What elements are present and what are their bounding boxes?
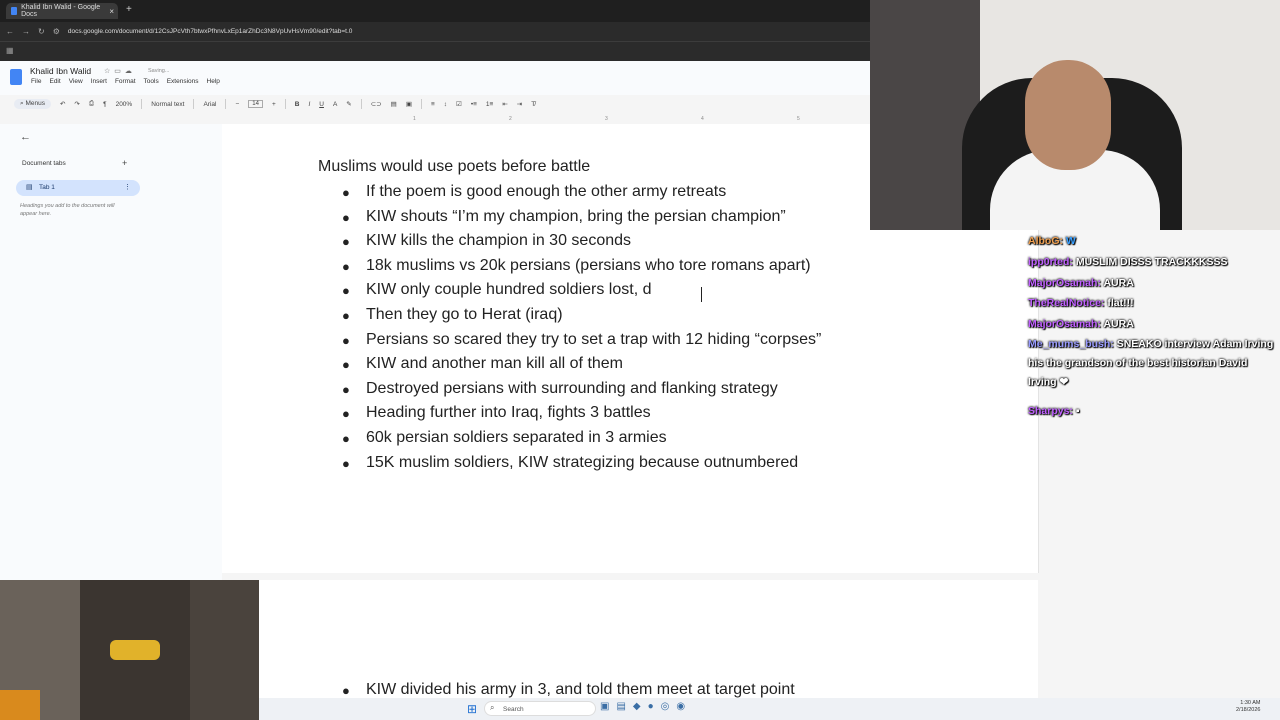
- divider: [141, 99, 142, 109]
- link-icon[interactable]: ⊂⊃: [370, 101, 382, 108]
- italic-icon[interactable]: I: [308, 100, 311, 108]
- align-icon[interactable]: ≡: [430, 100, 435, 108]
- chat-message: [1028, 315, 1278, 334]
- list-item[interactable]: [342, 208, 786, 227]
- checklist-icon[interactable]: ☑: [456, 101, 462, 108]
- chrome-icon: ●: [647, 701, 661, 712]
- add-tab-button[interactable]: +: [122, 158, 128, 168]
- webcam-person-head: [1025, 60, 1111, 170]
- search-icon: ⌕: [490, 703, 495, 712]
- text-cursor: [701, 287, 702, 302]
- bullet-icon: ●: [342, 406, 350, 421]
- taskbar-search[interactable]: Search: [484, 701, 596, 716]
- list-item[interactable]: [342, 454, 798, 473]
- numbered-list-icon[interactable]: 1≡: [485, 100, 494, 108]
- list-item[interactable]: [342, 306, 563, 325]
- clock-time: 1:30 AM: [1240, 700, 1261, 706]
- steam-icon: ◎: [660, 701, 677, 712]
- chat-message: [1028, 232, 1278, 251]
- list-item[interactable]: [342, 380, 778, 399]
- tab-icon: ▤: [26, 184, 33, 191]
- decrease-indent-icon[interactable]: ⇤: [502, 101, 508, 108]
- image-icon[interactable]: ▣: [405, 101, 412, 108]
- browser-tab[interactable]: [6, 3, 118, 19]
- list-item[interactable]: [342, 257, 811, 276]
- menu-view[interactable]: View: [68, 78, 83, 85]
- reload-icon[interactable]: ↻: [38, 27, 45, 36]
- game-lava: [0, 690, 40, 720]
- chat-username: Sharpys:: [1028, 405, 1073, 417]
- docs-favicon-icon: [11, 7, 17, 15]
- list-item-text: 18k muslims vs 20k persians (persians who tore romans apart): [366, 257, 811, 274]
- divider: [285, 99, 286, 109]
- address-bar[interactable]: [0, 22, 870, 41]
- increase-font-icon[interactable]: +: [271, 100, 276, 108]
- more-options-icon[interactable]: ⋮: [124, 184, 131, 191]
- new-tab-button[interactable]: +: [126, 4, 132, 15]
- chat-text: MUSLIM DISSS TRACKKKSSS: [1075, 256, 1228, 268]
- bullet-icon: ●: [342, 456, 350, 471]
- underline-icon[interactable]: U: [319, 100, 324, 108]
- chat-message: [1028, 402, 1278, 421]
- list-item[interactable]: [342, 232, 631, 251]
- line-spacing-icon[interactable]: ↕: [443, 100, 448, 108]
- decrease-font-icon[interactable]: −: [235, 100, 240, 108]
- game-gold-block: [110, 640, 160, 660]
- menu-extensions[interactable]: Extensions: [166, 78, 199, 85]
- bullet-icon: ●: [342, 382, 350, 397]
- bold-icon[interactable]: B: [294, 100, 300, 108]
- comment-icon[interactable]: ▤: [390, 101, 397, 108]
- bullet-icon: ●: [342, 333, 350, 348]
- list-item[interactable]: [342, 183, 726, 202]
- bullet-icon: ●: [342, 357, 350, 372]
- paint-format-icon[interactable]: ¶: [103, 100, 107, 108]
- menu-help[interactable]: Help: [206, 78, 220, 85]
- chat-username: Me_mums_bush:: [1028, 338, 1114, 350]
- menu-tools[interactable]: Tools: [143, 78, 159, 85]
- chat-username: ipp0rted:: [1028, 256, 1073, 268]
- chat-username: TheRealNotice:: [1028, 297, 1105, 309]
- url-text[interactable]: docs.google.com/document/d/12CsJPcVth7btwxPfhnvLxEp1arZhDc3N8VpUvHsVm90/edit?tab=t.0: [67, 28, 353, 35]
- font-size-input[interactable]: 14: [248, 100, 263, 108]
- divider: [361, 99, 362, 109]
- ruler-mark: 3: [605, 116, 608, 122]
- bullet-icon: ●: [342, 431, 350, 446]
- list-item-text: KIW divided his army in 3, and told them meet at target point: [366, 681, 795, 698]
- chat-message: [1028, 335, 1278, 392]
- cloud-status-icon: ☁: [124, 68, 136, 75]
- chat-text: ▪: [1075, 405, 1080, 417]
- list-item-text: 60k persian soldiers separated in 3 armies: [366, 429, 667, 446]
- chat-username: MajorOsamah:: [1028, 277, 1101, 289]
- ruler-mark: 4: [701, 116, 704, 122]
- redo-icon[interactable]: ↷: [74, 101, 80, 108]
- docs-logo-icon[interactable]: [10, 69, 22, 85]
- paragraph-heading[interactable]: Muslims would use poets before battle: [318, 158, 591, 175]
- bookmarks-bar: [0, 41, 870, 61]
- chat-message: [1028, 294, 1278, 313]
- menu-edit[interactable]: Edit: [49, 78, 61, 85]
- list-item-text: 15K muslim soldiers, KIW strategizing because outnumbered: [366, 454, 799, 471]
- bullet-icon: ●: [342, 308, 350, 323]
- list-item-text: Persians so scared they try to set a trap with 12 hiding “corpses”: [366, 331, 822, 348]
- font-select[interactable]: Arial: [203, 100, 217, 108]
- divider: [193, 99, 194, 109]
- chat-text: W: [1065, 235, 1076, 247]
- back-arrow-icon[interactable]: ←: [20, 131, 31, 143]
- discord-icon: ◉: [676, 701, 693, 712]
- forward-icon[interactable]: →: [22, 27, 30, 36]
- file-explorer-icon: ▣: [600, 701, 617, 712]
- chat-message: [1028, 253, 1278, 272]
- folder-icon: ▤: [616, 701, 633, 712]
- list-item[interactable]: [342, 355, 623, 374]
- clear-formatting-icon[interactable]: T̸: [531, 100, 536, 108]
- system-clock[interactable]: [1236, 700, 1260, 714]
- list-item[interactable]: [342, 331, 821, 350]
- bulleted-list-icon[interactable]: •≡: [470, 100, 477, 108]
- increase-indent-icon[interactable]: ⇥: [516, 101, 523, 108]
- menu-format[interactable]: Format: [114, 78, 136, 85]
- tab-1-item[interactable]: [16, 180, 140, 196]
- list-item[interactable]: [342, 404, 651, 423]
- bullet-icon: ●: [342, 283, 350, 298]
- list-item-text: Heading further into Iraq, fights 3 battles: [366, 404, 651, 421]
- divider: [421, 99, 422, 109]
- text-color-icon[interactable]: A: [332, 100, 338, 108]
- list-item-text: KIW only couple hundred soldiers lost, d: [366, 281, 652, 298]
- taskbar-apps[interactable]: [600, 701, 692, 712]
- chat-username: AlboG:: [1028, 235, 1063, 247]
- list-item-text: KIW and another man kill all of them: [366, 355, 624, 372]
- menu-file[interactable]: File: [31, 78, 42, 85]
- saving-status: Saving...: [148, 68, 170, 74]
- site-info-icon[interactable]: ⚙: [52, 27, 60, 36]
- browser-tab-title: Khalid Ibn Walid - Google Docs: [21, 4, 101, 18]
- close-tab-icon[interactable]: ×: [109, 6, 114, 16]
- ruler-mark: 5: [797, 116, 800, 122]
- chat-text: AURA: [1103, 318, 1134, 330]
- move-folder-icon: ▭: [114, 68, 125, 75]
- star-icon: ☆: [104, 68, 115, 75]
- apps-icon[interactable]: ▦: [6, 46, 14, 55]
- ruler-mark: 1: [413, 116, 416, 122]
- menu-insert[interactable]: Insert: [90, 78, 107, 85]
- highlight-icon[interactable]: ✎: [346, 101, 352, 108]
- menus-search-button[interactable]: ⌕ Menus: [14, 99, 51, 109]
- bullet-icon: ●: [342, 185, 350, 200]
- list-item[interactable]: [342, 429, 667, 448]
- taskbar: [259, 698, 1280, 720]
- docs-toolbar: [8, 97, 870, 111]
- bullet-icon: ●: [342, 683, 350, 698]
- bullet-icon: ●: [342, 210, 350, 225]
- clock-date: 2/18/2026: [1236, 707, 1261, 713]
- back-icon[interactable]: ←: [6, 27, 14, 36]
- zoom-select[interactable]: 200%: [115, 100, 133, 108]
- undo-icon[interactable]: ↶: [59, 101, 66, 108]
- chat-text: SNEAKO interview Adam Irving his the grandson of the best historian David Irving ❤: [1028, 338, 1274, 388]
- store-icon: ◆: [632, 701, 648, 712]
- bullet-icon: ●: [342, 259, 350, 274]
- docs-menu-bar: [31, 78, 220, 85]
- list-item-text: Destroyed persians with surrounding and flanking strategy: [366, 380, 778, 397]
- document-title[interactable]: Khalid Ibn Walid: [30, 66, 92, 76]
- headings-hint: Headings you add to the document will appear here.: [20, 203, 115, 217]
- chat-text: AURA: [1103, 277, 1134, 289]
- print-icon[interactable]: ⎙: [88, 100, 95, 107]
- divider: [225, 99, 226, 109]
- chat-username: MajorOsamah:: [1028, 318, 1101, 330]
- list-item-text: If the poem is good enough the other army retreats: [366, 183, 727, 200]
- list-item-text: KIW kills the champion in 30 seconds: [366, 232, 632, 249]
- list-item[interactable]: [342, 281, 651, 300]
- bullet-icon: ●: [342, 234, 350, 249]
- list-item-text: Then they go to Herat (iraq): [366, 306, 563, 323]
- menus-label: Menus: [25, 100, 45, 107]
- tab-1-label: Tab 1: [39, 184, 55, 191]
- title-actions[interactable]: [104, 67, 136, 75]
- style-select[interactable]: Normal text: [151, 100, 185, 108]
- game-wall: [190, 580, 259, 720]
- ruler-mark: 2: [509, 116, 512, 122]
- windows-start-icon[interactable]: ⊞: [467, 702, 478, 716]
- chat-text: flat!!!: [1107, 297, 1134, 309]
- list-item-text: KIW shouts “I’m my champion, bring the persian champion”: [366, 208, 786, 225]
- document-tabs-heading: Document tabs: [22, 160, 66, 167]
- chat-message: [1028, 274, 1278, 293]
